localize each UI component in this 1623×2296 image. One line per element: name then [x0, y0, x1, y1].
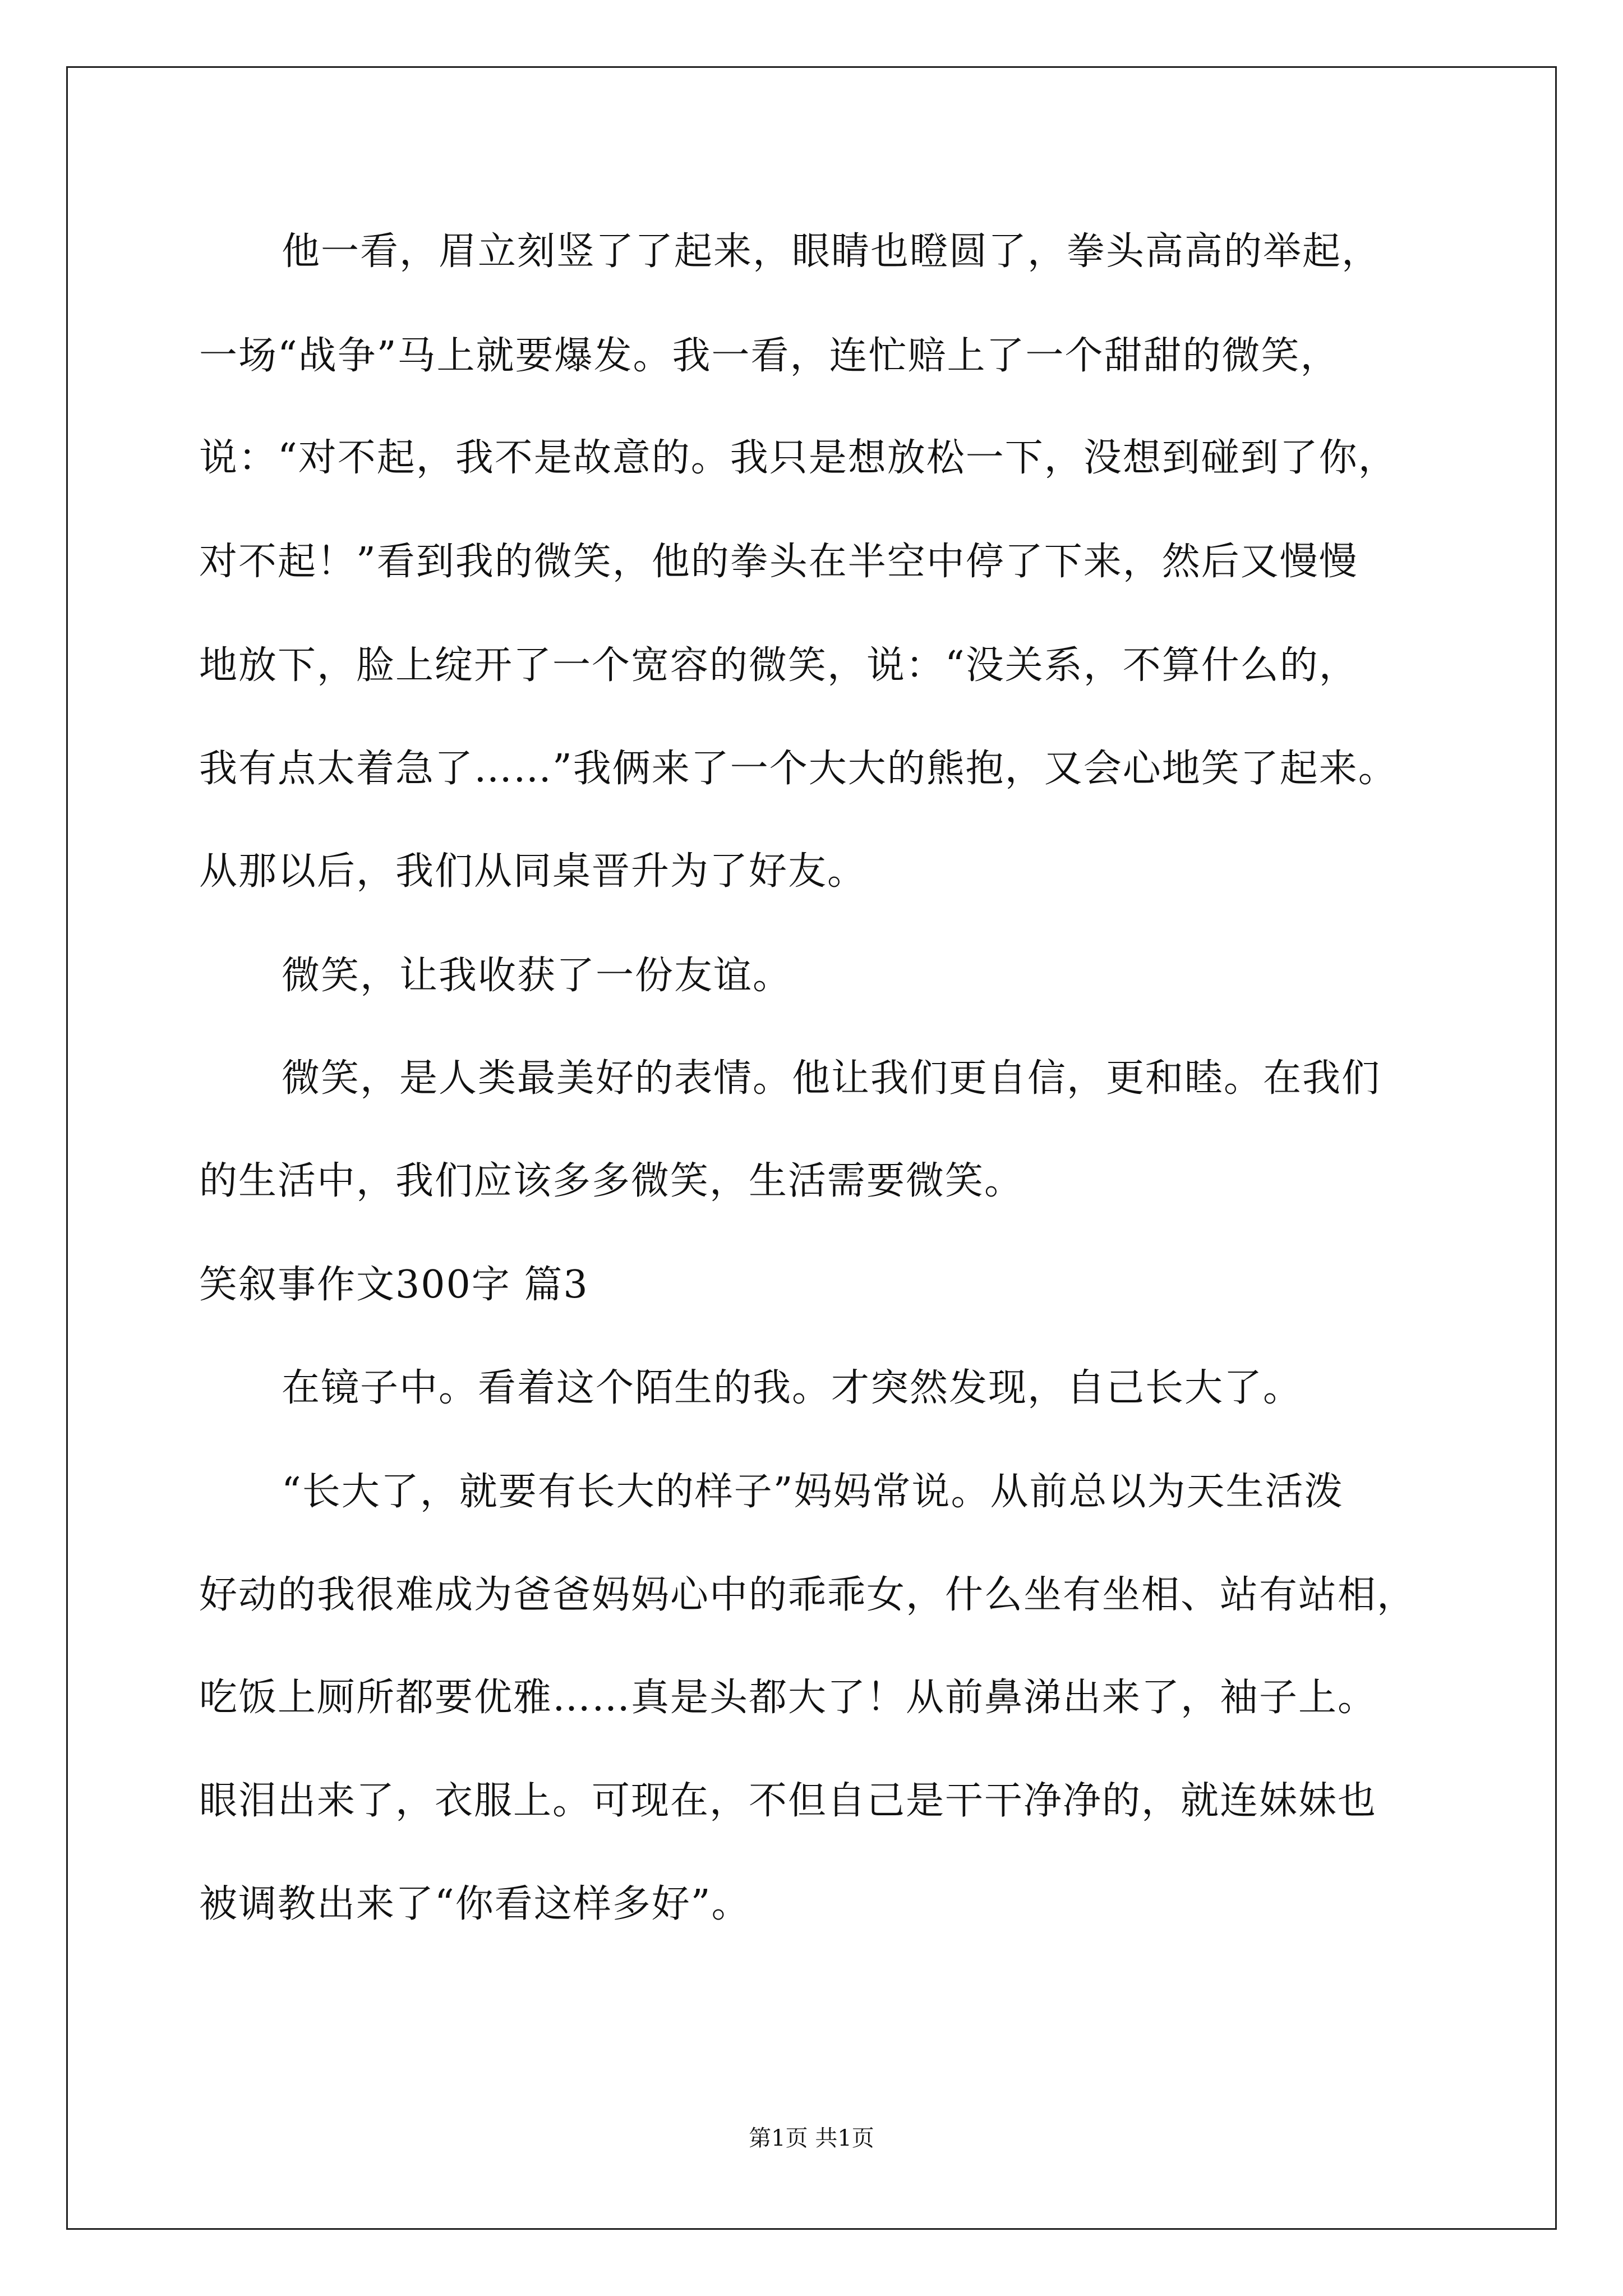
- paragraph-line: 眼泪出来了，衣服上。可现在，不但自己是干干净净的，就连妹妹也: [199, 1779, 1377, 1823]
- paragraph-line: 吃饭上厕所都要优雅……真是头都大了！从前鼻涕出来了，袖子上。: [199, 1676, 1377, 1720]
- paragraph-line: 从那以后，我们从同桌晋升为了好友。: [199, 849, 867, 894]
- page-number-footer: 第1页 共1页: [749, 2125, 874, 2151]
- paragraph-line: 地放下，脸上绽开了一个宽容的微笑，说：“没关系，不算什么的，: [199, 643, 1358, 688]
- paragraph-line: 被调教出来了“你看这样多好”。: [199, 1882, 751, 1926]
- paragraph-line: 说：“对不起，我不是故意的。我只是想放松一下，没想到碰到了你，: [199, 436, 1398, 480]
- paragraph-line: 好动的我很难成为爸爸妈妈心中的乖乖女，什么坐有坐相、站有站相，: [199, 1573, 1417, 1617]
- paragraph-line: 在镜子中。看着这个陌生的我。才突然发现，自己长大了。: [282, 1366, 1303, 1410]
- paragraph-line: “长大了，就要有长大的样子”妈妈常说。从前总以为天生活泼: [282, 1470, 1344, 1514]
- paragraph-line: 对不起！”看到我的微笑，他的拳头在半空中停了下来，然后又慢慢: [199, 540, 1358, 584]
- paragraph-line: 一场“战争”马上就要爆发。我一看，连忙赔上了一个甜甜的微笑，: [199, 334, 1340, 378]
- paragraph-line: 微笑，让我收获了一份友谊。: [282, 954, 792, 998]
- paragraph-line: 我有点太着急了……”我俩来了一个大大的熊抱，又会心地笑了起来。: [199, 747, 1398, 791]
- section-heading: 笑叙事作文300字 篇3: [199, 1263, 589, 1307]
- paragraph-line: 的生活中，我们应该多多微笑，生活需要微笑。: [199, 1159, 1024, 1203]
- paragraph-line: 微笑，是人类最美好的表情。他让我们更自信，更和睦。在我们: [282, 1056, 1381, 1101]
- paragraph-line: 他一看，眉立刻竖了了起来，眼睛也瞪圆了，拳头高高的举起，: [282, 229, 1381, 274]
